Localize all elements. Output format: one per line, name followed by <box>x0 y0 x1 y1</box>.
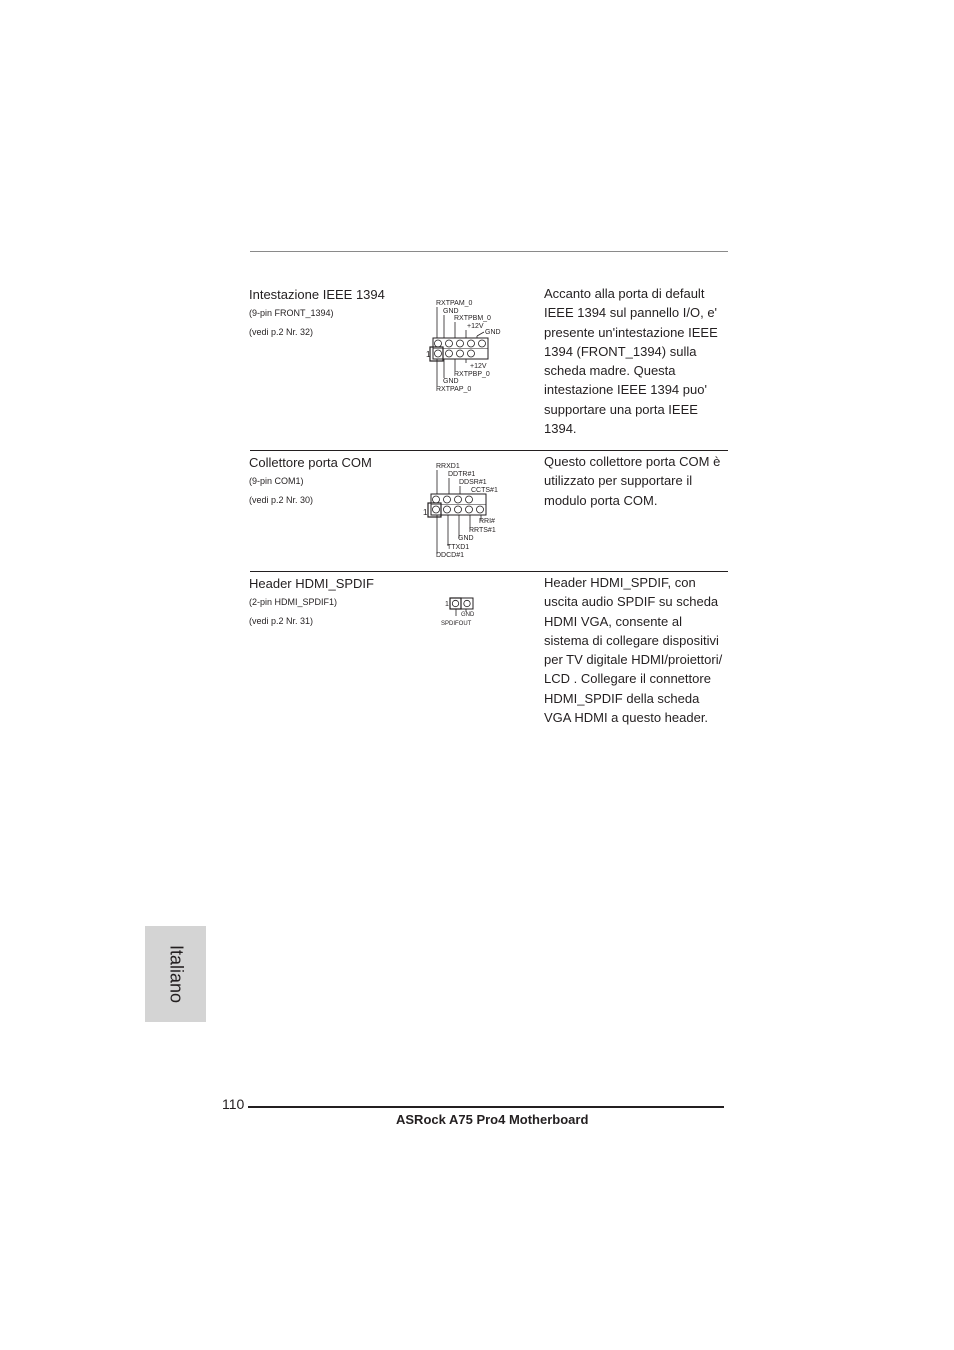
ieee1394-label: +12V <box>470 363 487 370</box>
ieee1394-label: GND <box>485 329 501 336</box>
ieee1394-pin-note: (9-pin FRONT_1394) <box>249 308 334 318</box>
ieee1394-description: Accanto alla porta di default IEEE 1394 sul pannello I/O, e' presente un'intestazione IEEE 1394 (FRONT_1394) sulla scheda madre. Questa intestazione IEEE 1394 puo' supportare una porta IEEE 1394. <box>544 286 718 437</box>
hdmi-spdif-pin-diagram <box>436 594 496 630</box>
top-rule <box>250 251 728 252</box>
footer-rule <box>248 1106 724 1108</box>
section-divider <box>250 450 728 451</box>
hdmi-spdif-pin-note: (2-pin HDMI_SPDIF1) <box>249 597 338 607</box>
com-label: CCTS#1 <box>471 487 498 494</box>
ieee1394-label: RXTPBM_0 <box>454 315 491 322</box>
com-label: DDCD#1 <box>436 552 465 559</box>
language-side-tab-label: Italiano <box>166 944 186 1004</box>
page-number: 110 <box>222 1096 245 1112</box>
com-pin-diagram <box>420 456 520 562</box>
com-label: DDTR#1 <box>448 471 476 478</box>
com-label: RRI# <box>479 518 495 525</box>
com-description: Questo collettore porta COM è utilizzato per supportare il modulo porta COM. <box>544 454 721 508</box>
com-label: RRTS#1 <box>469 527 496 534</box>
hdmi-spdif-description: Header HDMI_SPDIF, con uscita audio SPDIF su scheda HDMI VGA, consente al sistema di collegare dispositivi per TV digitale HDMI/proiettori/ LCD . Collegare il connettore HDMI_SPDIF della scheda VGA HDMI a questo header. <box>544 575 723 726</box>
com-title: Collettore porta COM <box>249 455 372 470</box>
com-pin-one: 1 <box>423 508 428 517</box>
hdmi-spdif-ref: (vedi p.2 Nr. 31) <box>249 616 314 626</box>
com-pin-note: (9-pin COM1) <box>249 476 304 486</box>
ieee1394-label: GND <box>443 308 459 315</box>
ieee1394-title: Intestazione IEEE 1394 <box>249 287 385 302</box>
ieee1394-label: GND <box>443 378 459 385</box>
com-ref: (vedi p.2 Nr. 30) <box>249 495 314 505</box>
footer-product-name: ASRock A75 Pro4 Motherboard <box>396 1112 589 1127</box>
section-divider <box>250 571 728 572</box>
com-label: GND <box>458 535 474 542</box>
hdmi-spdif-title: Header HDMI_SPDIF <box>249 576 374 591</box>
com-label: DDSR#1 <box>459 479 487 486</box>
hdmi-spdif-pin-one: 1 <box>445 601 449 608</box>
ieee1394-label: +12V <box>467 323 484 330</box>
ieee1394-label: RXTPAM_0 <box>436 300 473 307</box>
ieee1394-label: RXTPBP_0 <box>454 371 490 378</box>
hdmi-spdif-label: SPDIFOUT <box>441 621 472 627</box>
com-label: RRXD1 <box>436 463 460 470</box>
ieee1394-pin-one: 1 <box>426 350 431 359</box>
ieee1394-label: RXTPAP_0 <box>436 386 472 393</box>
com-label: TTXD1 <box>447 544 470 551</box>
ieee1394-ref: (vedi p.2 Nr. 32) <box>249 327 314 337</box>
hdmi-spdif-label: GND <box>461 612 475 618</box>
language-side-tab <box>145 926 206 1022</box>
ieee1394-pin-diagram <box>420 292 520 396</box>
